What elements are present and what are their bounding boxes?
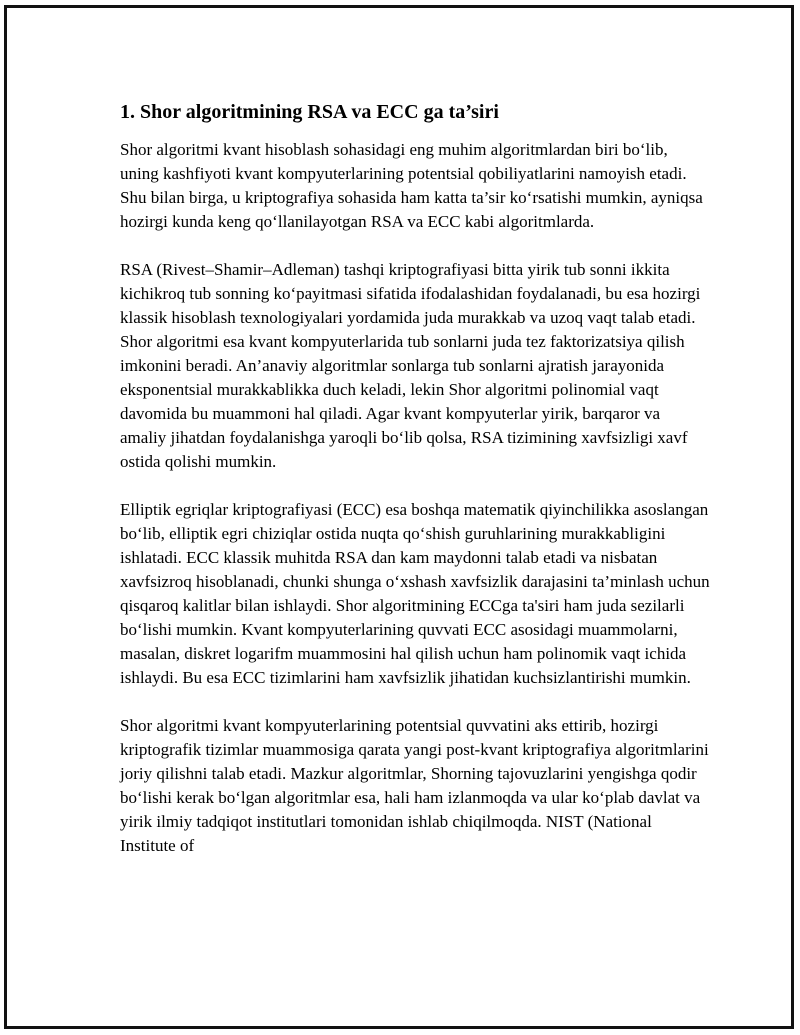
paragraph-ecc: Elliptik egriqlar kriptografiyasi (ECC) esa boshqa matematik qiyinchilikka asoslangan bo‘lib, elliptik egri chiziqlar ostida nuqta qo‘shish guruhlarining murakkabligini ishlatadi. ECC klassik muhitda RSA dan kam maydonni talab etadi va nisbatan xavfsizroq hisoblanadi, chunki shunga o‘xshash xavfsizlik darajasini ta’minlash uchun qisqaroq kalitlar bilan ishlaydi. Shor algoritmining ECCga ta'siri ham juda sezilarli bo‘lishi mumkin. Kvant kompyuterlarining quvvati ECC asosidagi muammolarni, masalan, diskret logarifm muammosini hal qilish uchun ham polinomik vaqt ichida ishlaydi. Bu esa ECC tizimlarini ham xavfsizlik jihatidan kuchsizlantirishi mumkin. [120, 500, 710, 687]
document-body [120, 98, 710, 882]
page-frame [4, 5, 794, 1029]
section-heading: 1. Shor algoritmining RSA va ECC ga ta’siri [120, 101, 499, 123]
paragraph-post-quantum: Shor algoritmi kvant kompyuterlarining potentsial quvvatini aks ettirib, hozirgi kriptografik tizimlar muammosiga qarata yangi post-kvant kriptografiya algoritmlarini joriy qilishni talab etadi. Mazkur algoritmlar, Shorning tajovuzlarini yengishga qodir bo‘lishi kerak bo‘lgan algoritmlar esa, hali ham izlanmoqda va ular ko‘plab davlat va yirik ilmiy tadqiqot institutlari tomonidan ishlab chiqilmoqda. NIST (National Institute of [120, 716, 709, 855]
paragraph-intro: Shor algoritmi kvant hisoblash sohasidagi eng muhim algoritmlardan biri bo‘lib, uning kashfiyoti kvant kompyuterlarining potentsial qobiliyatlarini namoyish etadi. Shu bilan birga, u kriptografiya sohasida ham katta ta’sir ko‘rsatishi mumkin, ayniqsa hozirgi kunda keng qo‘llanilayotgan RSA va ECC kabi algoritmlarda. [120, 140, 703, 231]
paragraph-rsa: RSA (Rivest–Shamir–Adleman) tashqi kriptografiyasi bitta yirik tub sonni ikkita kichikroq tub sonning ko‘payitmasi sifatida ifodalashidan foydalanadi, bu esa hozirgi klassik hisoblash texnologiyalari yordamida juda murakkab va uzoq vaqt talab etadi. Shor algoritmi esa kvant kompyuterlarida tub sonlarni juda tez faktorizatsiya qilish imkonini beradi. An’anaviy algoritmlar sonlarga tub sonlarni ajratish jarayonida eksponentsial murakkablikka duch keladi, lekin Shor algoritmi polinomial vaqt davomida bu muammoni hal qiladi. Agar kvant kompyuterlar yirik, barqaror va amaliy jihatdan foydalanishga yaroqli bo‘lib qolsa, RSA tizimining xavfsizligi xavf ostida qolishi mumkin. [120, 260, 701, 471]
